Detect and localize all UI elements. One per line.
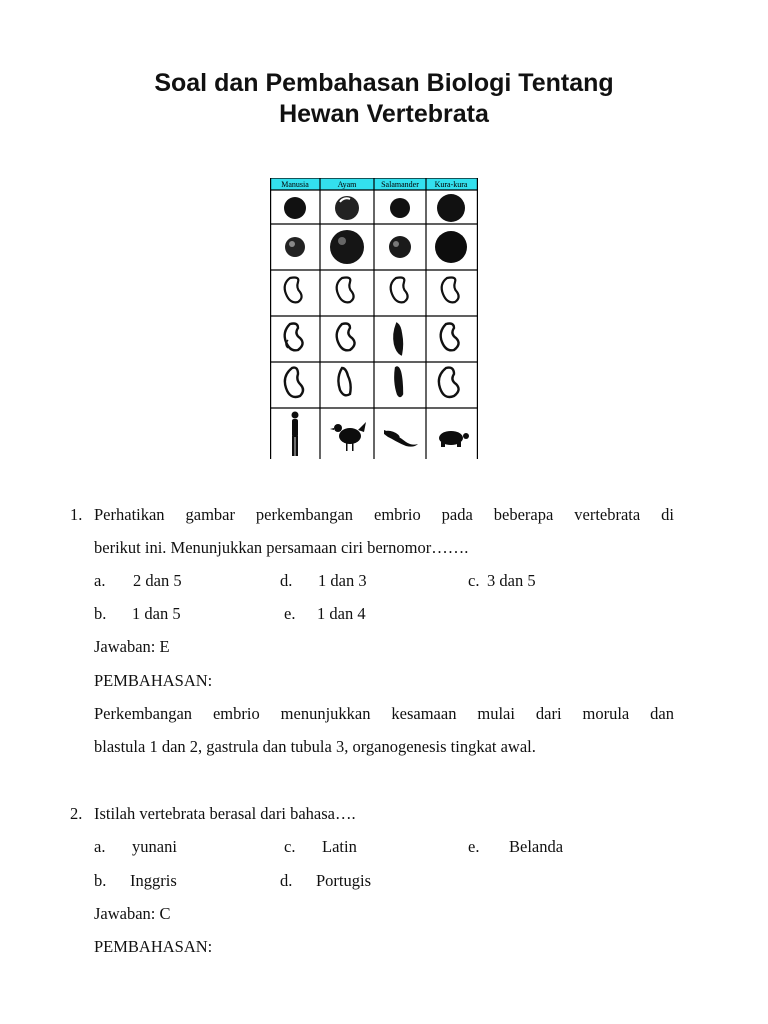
question-1-number: 1. [70,505,83,524]
row-2-blastula [285,230,467,264]
q2-option-d-letter: d. [280,871,293,890]
q1-option-b-letter: b. [94,604,107,623]
question-2-answer: Jawaban: C [94,904,171,923]
q2-option-a-letter: a. [94,837,106,856]
q2-option-b-letter: b. [94,871,107,890]
q2-option-b-text: Inggris [130,871,177,890]
question-2-number: 2. [70,804,83,823]
figure-header-manusia: Manusia [281,180,309,189]
human-silhouette [292,412,299,457]
question-2-discussion-label: PEMBAHASAN: [94,937,213,956]
q2-option-c-letter: c. [284,837,296,856]
question-1-text-line-2: berikut ini. Menunjukkan persamaan ciri bernomor……. [94,538,469,557]
q1-option-a-letter: a. [94,571,106,590]
question-1-answer: Jawaban: E [94,637,170,656]
row-5-embryo [285,368,459,398]
embryo-table-graphic [270,178,478,459]
row-6-adults [292,412,470,457]
q1-option-c-text: 3 dan 5 [487,571,536,590]
q2-option-e-text: Belanda [509,837,564,856]
question-1-discussion-line-1: Perkembangan embrio menunjukkan kesamaan mulai dari morula dan [94,704,674,723]
q1-option-e-letter: e. [284,604,296,623]
embryo-comparison-figure [270,178,478,459]
q1-option-c-letter: c. [468,571,480,590]
chicken-silhouette [330,422,366,451]
row-3-embryo [285,278,459,303]
document-title [0,68,768,130]
title-line-1: Soal dan Pembahasan Biologi Tentang [154,69,614,97]
turtle-silhouette [439,431,469,447]
q2-option-e-letter: e. [468,837,480,856]
question-1-text-line-1: Perhatikan gambar perkembangan embrio pada beberapa vertebrata di [94,505,674,524]
row-4-embryo [285,324,459,355]
q1-option-b-text: 1 dan 5 [132,604,181,623]
question-2-text: Istilah vertebrata berasal dari bahasa…. [94,804,356,823]
q2-option-a-text: yunani [132,837,177,856]
q1-option-a-text: 2 dan 5 [133,571,182,590]
q1-option-e-text: 1 dan 4 [317,604,366,623]
q2-option-d-text: Portugis [316,871,372,890]
q1-option-d-letter: d. [280,571,293,590]
question-1-discussion-label: PEMBAHASAN: [94,671,213,690]
question-1-discussion-line-2: blastula 1 dan 2, gastrula dan tubula 3, organogenesis tingkat awal. [94,737,536,756]
q1-option-d-text: 1 dan 3 [318,571,367,590]
figure-header-kura-kura: Kura-kura [434,180,468,189]
title-line-2: Hewan Vertebrata [279,100,489,128]
salamander-silhouette [383,429,418,447]
figure-header-ayam: Ayam [337,180,357,189]
q2-option-c-text: Latin [322,837,357,856]
figure-header-salamander: Salamander [381,180,419,189]
